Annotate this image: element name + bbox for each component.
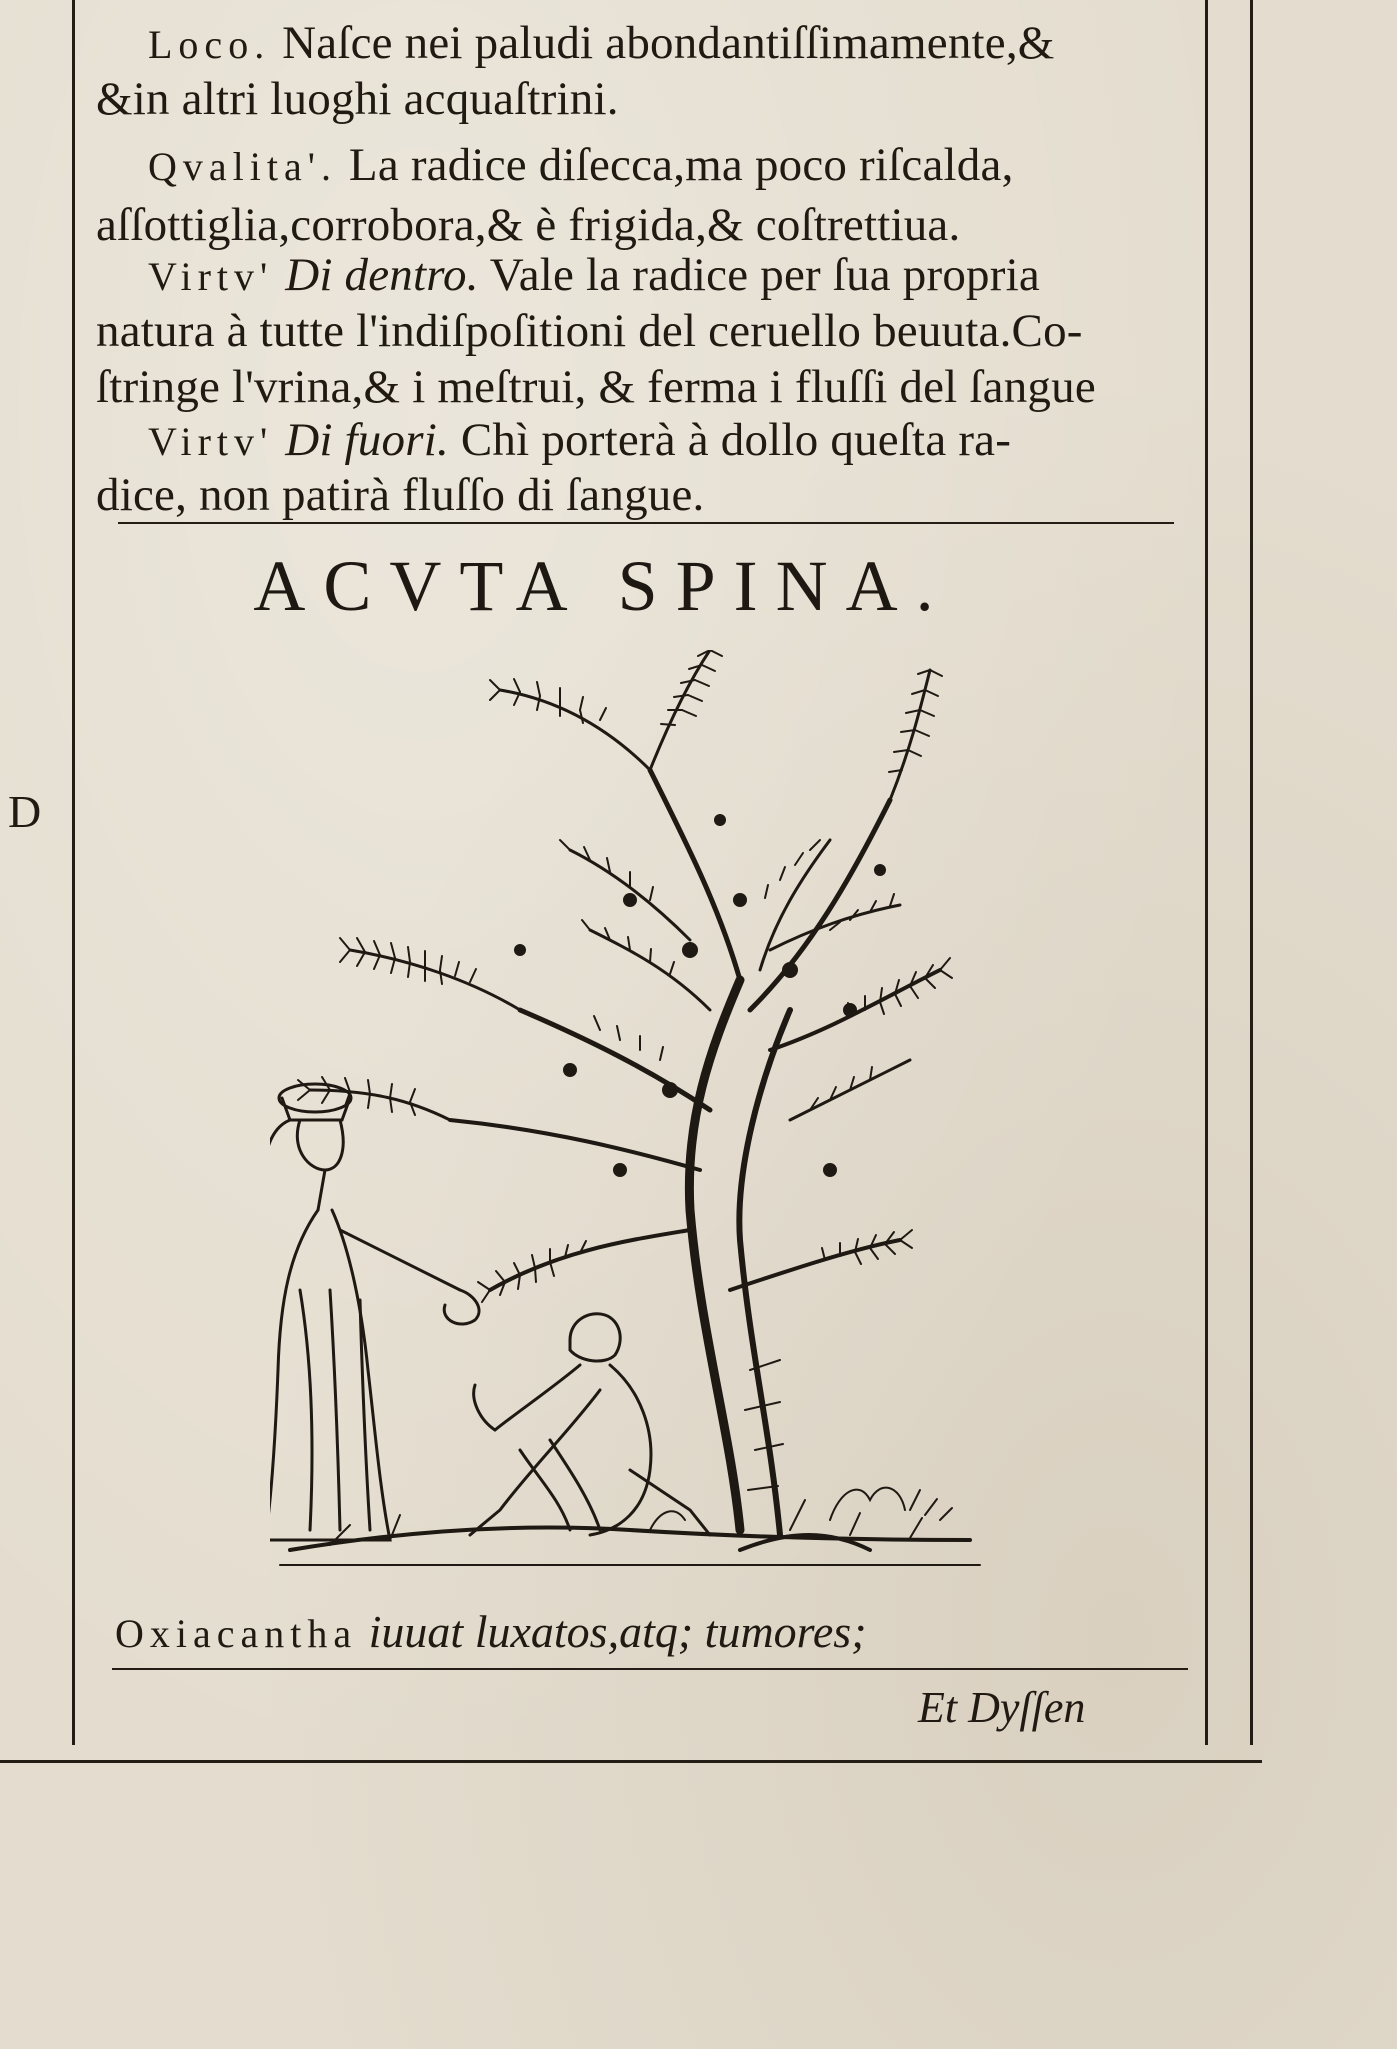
bottom-rule (0, 1760, 1262, 1763)
line-text: natura à tutte l'indiſpoſitioni del ceruello beuuta.Co- (96, 305, 1083, 357)
plant-title: ACVTA SPINA. (253, 546, 952, 626)
line-text: dice, non patirà fluſſo di ſangue. (96, 469, 705, 521)
margin-letter: D (8, 786, 42, 837)
section-lead: Qvalita'. (148, 144, 337, 189)
section-sublead: Di fuori. (273, 414, 449, 466)
tree-with-figures-woodcut-icon (270, 650, 990, 1580)
paragraph-line (148, 16, 1055, 72)
title-separator-rule (118, 522, 1174, 524)
paragraph-line (148, 138, 1014, 194)
paragraph-line (96, 360, 1096, 414)
line-text: Naſce nei paludi abondantiſſimamente,& (270, 17, 1055, 69)
line-text: ſtringe l'vrina,& i meſtrui, & ferma i fluſſi del ſangue (96, 361, 1096, 413)
frame-right-rule (1205, 0, 1208, 1745)
line-text: aſſottiglia,corrobora,& è frigida,& coſtrettiua. (96, 199, 961, 251)
caption-separator-rule (112, 1668, 1188, 1670)
caption-lead: Oxiacantha (115, 1611, 358, 1656)
line-text: &in altri luoghi acquaſtrini. (96, 73, 619, 125)
line-text: Chì porterà à dollo queſta ra- (448, 414, 1012, 466)
section-lead: Virtv' (148, 254, 274, 299)
paragraph-line (96, 72, 619, 126)
caption-text: iuuat luxatos,atq; tumores; (357, 1606, 867, 1657)
paragraph-line (148, 248, 1040, 304)
section-sublead: Di dentro. (273, 249, 479, 301)
line-text: La radice diſecca,ma poco riſcalda, (336, 139, 1014, 191)
line-text: Vale la radice per ſua propria (478, 249, 1040, 301)
signature: Et Dyſſen (918, 1683, 1086, 1732)
paragraph-line (148, 413, 1011, 469)
paragraph-line (96, 468, 704, 522)
section-lead: Loco. (148, 22, 271, 67)
frame-left-rule (72, 0, 75, 1745)
section-lead: Virtv' (148, 419, 274, 464)
paragraph-line (96, 304, 1083, 358)
paragraph-line (96, 198, 960, 252)
verse-caption (115, 1605, 867, 1658)
outer-right-rule (1250, 0, 1253, 1745)
